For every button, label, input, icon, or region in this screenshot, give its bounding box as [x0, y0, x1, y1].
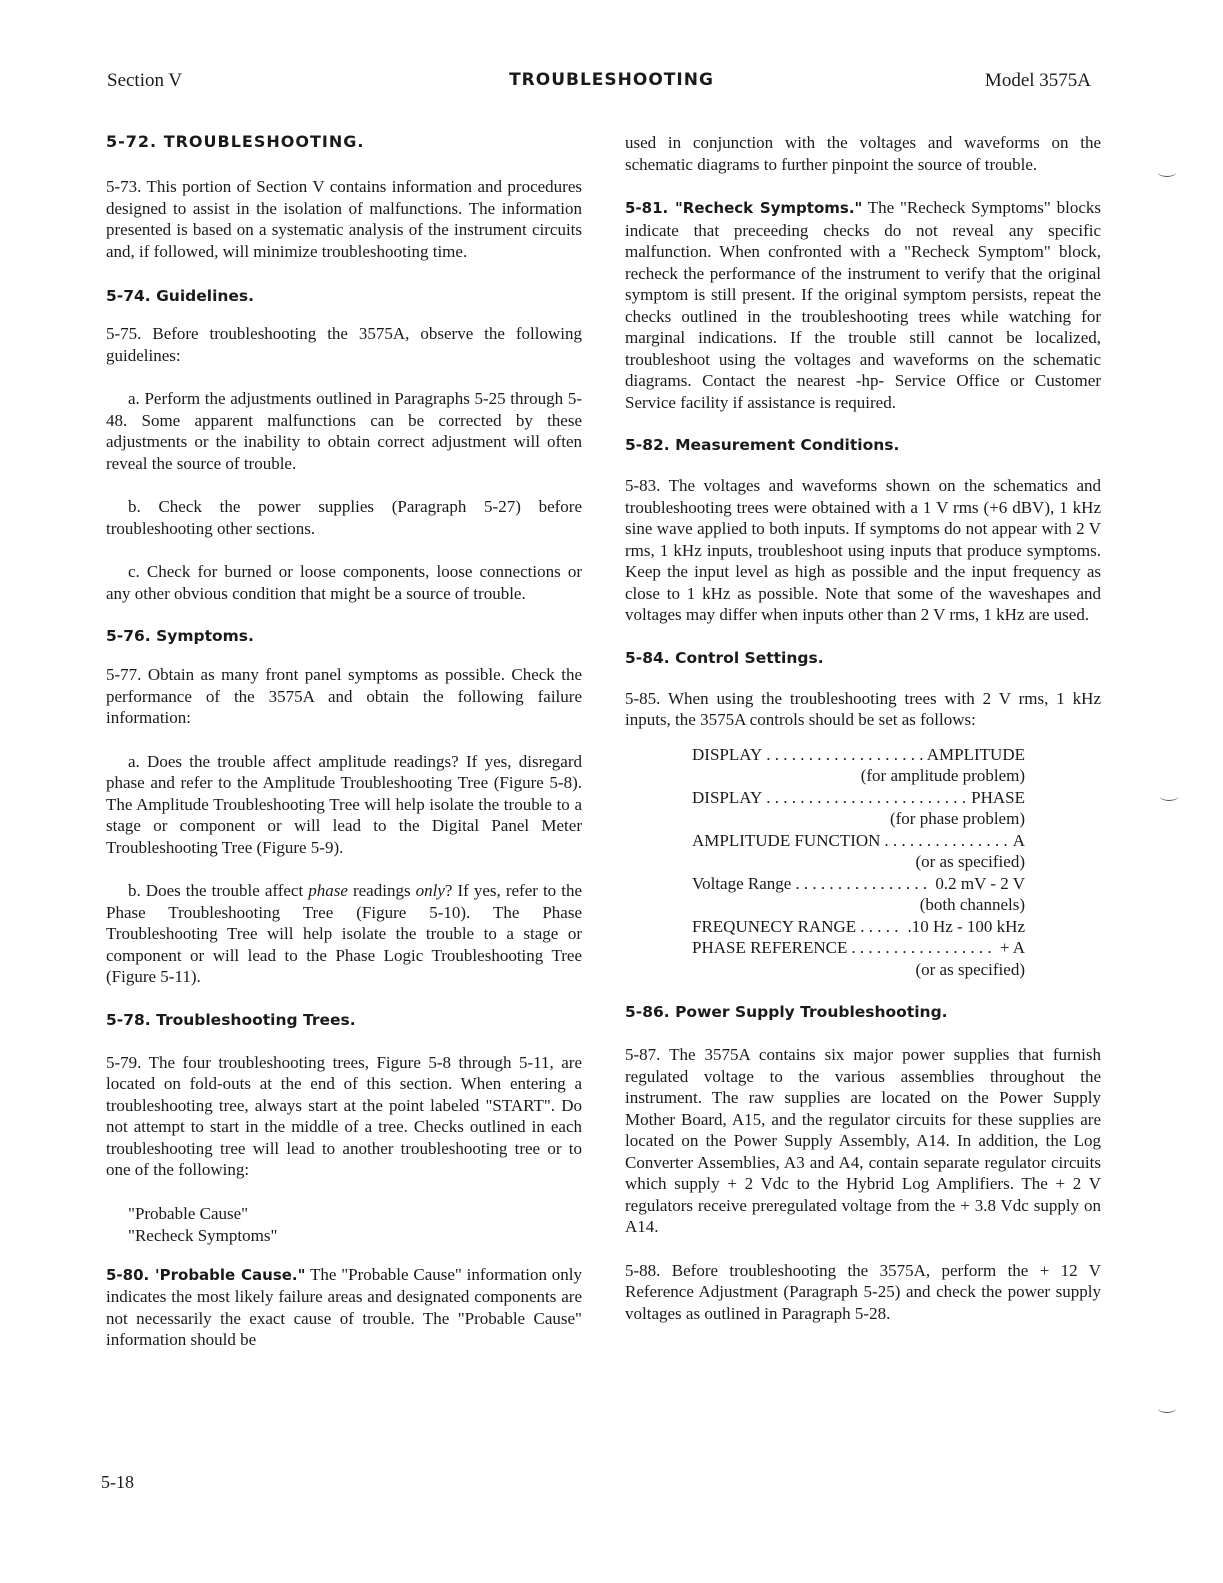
paragraph-5-83: 5-83. The voltages and waveforms shown on the schematics and troubleshooting trees were obtained with a 1 V rms (+6 dBV), 1 kHz sine wave applied to both inputs. If symptoms do not appear with 2 V rms, 1 kHz inputs, troubleshoot using inputs that produce symptoms. Keep the input level as high as possible and the input frequency as close to 1 kHz as possible. Note that some of the waveshapes and voltages may differ when inputs other than 2 V rms, 1 kHz are used.	[625, 476, 1101, 624]
paragraph-5-81-lead: 5-81. "Recheck Symptoms."	[625, 199, 863, 217]
setting-row	[692, 787, 1025, 809]
header-title: TROUBLESHOOTING	[509, 70, 714, 90]
heading-5-74: 5-74. Guidelines.	[106, 287, 255, 305]
setting-value: PHASE	[971, 787, 1025, 807]
right-column	[625, 132, 1101, 1324]
paragraph-5-80	[106, 1264, 582, 1351]
paragraph-5-77-a: a. Does the trouble affect amplitude readings? If yes, disregard phase and refer to the Amplitude Troubleshooting Tree (Figure 5-8). The Amplitude Troubleshooting Tree will help isolate the trouble to a stage or component or will lead to the Digital Panel Meter Troubleshooting Tree (Figure 5-9).	[106, 751, 582, 857]
setting-row	[692, 830, 1025, 852]
setting-value: AMPLITUDE	[926, 744, 1025, 764]
scan-mark	[1158, 168, 1176, 177]
header-section: Section V	[107, 70, 183, 91]
paragraph-5-75-b: b. Check the power supplies (Paragraph 5-27) before troubleshooting other sections.	[106, 497, 582, 538]
setting-row	[692, 916, 1025, 938]
setting-note: (both channels)	[919, 895, 1025, 914]
setting-note: (for phase problem)	[889, 809, 1025, 828]
heading-5-82: 5-82. Measurement Conditions.	[625, 436, 900, 454]
paragraph-5-79: 5-79. The four troubleshooting trees, Figure 5-8 through 5-11, are located on fold-outs at the end of this section. When entering a troubleshooting tree, always start at the point labeled "START". Do not attempt to start in the middle of a tree. Checks outlined in each troubleshooting tree will lead to another troubleshooting tree or to one of the following:	[106, 1052, 582, 1179]
paragraph-5-88: 5-88. Before troubleshooting the 3575A, perform the + 12 V Reference Adjustment (Paragraph 5-25) and check the power supply voltages as outlined in Paragraph 5-28.	[625, 1260, 1101, 1323]
text-run: readings	[347, 881, 416, 900]
leader-dots	[795, 873, 931, 895]
page-number: 5-18	[101, 1472, 134, 1492]
heading-5-76: 5-76. Symptoms.	[106, 627, 254, 645]
leader-dots	[884, 830, 1008, 852]
paragraph-5-80-lead: 5-80. 'Probable Cause."	[106, 1265, 306, 1284]
setting-value: A	[1012, 830, 1025, 850]
setting-label: AMPLITUDE FUNCTION	[692, 830, 881, 850]
setting-note: (or as specified)	[915, 852, 1025, 871]
paragraph-5-80-body: The "Probable Cause" information only indicates the most likely failure areas and designated components are not necessarily the exact cause of trouble. The "Probable Cause" information should be	[106, 1264, 582, 1349]
leader-dots	[766, 787, 967, 809]
setting-label: DISPLAY	[692, 787, 763, 807]
heading-5-72: 5-72. TROUBLESHOOTING.	[106, 132, 365, 151]
cause-item-recheck: "Recheck Symptoms"	[128, 1225, 278, 1245]
emphasis-only: only	[415, 881, 445, 900]
scan-mark	[1160, 792, 1178, 801]
setting-row	[692, 873, 1025, 895]
setting-label: FREQUNECY RANGE	[692, 916, 857, 936]
setting-label: DISPLAY	[692, 744, 763, 764]
control-settings-list	[692, 744, 1025, 981]
text-run: b. Does the trouble affect	[128, 881, 309, 900]
setting-label: Voltage Range	[692, 873, 792, 893]
paragraph-5-73: 5-73. This portion of Section V contains information and procedures designed to assist in the isolation of malfunctions. The information presented is based on a systematic analysis of the instrument circuits and, if followed, will minimize troubleshooting time.	[106, 177, 582, 261]
heading-5-84: 5-84. Control Settings.	[625, 648, 824, 667]
text-run: ? If yes, refer to the Phase Troubleshooting Tree (Figure 5-10). The Phase Troubleshooting Tree will help isolate the trouble to a stage or component or will lead to the Phase Logic Troubleshooting Tree (Figure 5-11).	[106, 881, 583, 986]
paragraph-5-85: 5-85. When using the troubleshooting trees with 2 V rms, 1 kHz inputs, the 3575A controls should be set as follows:	[625, 688, 1101, 729]
heading-5-78: 5-78. Troubleshooting Trees.	[106, 1010, 356, 1029]
heading-5-86: 5-86. Power Supply Troubleshooting.	[625, 1003, 948, 1021]
paragraph-5-81-body: The "Recheck Symptoms" blocks indicate that preceeding checks do not reveal any specific malfunction. When confronted with a "Recheck Symptom" block, recheck the performance of the instrument to verify that the original symptom is still present. If the original symptom persists, repeat the checks outlined in the troubleshooting trees while watching for marginal indications. If the trouble still cannot be localized, troubleshoot using the voltages and waveforms on the schematic diagrams. Contact the nearest -hp- Service Office or Customer Service facility if assistance is required.	[625, 198, 1102, 412]
setting-row	[692, 744, 1025, 766]
setting-note: (for amplitude problem)	[860, 766, 1025, 785]
setting-value: 0.2 mV - 2 V	[935, 873, 1025, 893]
paragraph-5-81	[625, 197, 1101, 413]
paragraph-5-87: 5-87. The 3575A contains six major power supplies that furnish regulated voltage to the various assemblies throughout the instrument. The raw supplies are located on the Power Supply Mother Board, A15, and the regulator circuits for these supplies are located on the Power Supply Assembly, A14. In addition, the Log Converter Assemblies, A3 and A4, contain separate regulator circuits which supply + 2 Vdc to the Hybrid Log Amplifiers. The + 2 V regulators receive preregulated voltage from the + 3.8 Vdc supply on A14.	[625, 1045, 1101, 1236]
leader-dots	[851, 937, 995, 959]
paragraph-5-75-c: c. Check for burned or loose components, loose connections or any other obvious condition that might be a source of trouble.	[106, 562, 582, 603]
leader-dots	[766, 744, 923, 766]
setting-label: PHASE REFERENCE	[692, 938, 848, 957]
setting-note: (or as specified)	[915, 959, 1025, 979]
emphasis-phase: phase	[308, 881, 348, 900]
paragraph-5-80-continued: used in conjunction with the voltages and waveforms on the schematic diagrams to further pinpoint the source of trouble.	[625, 133, 1101, 174]
paragraph-5-75: 5-75. Before troubleshooting the 3575A, observe the following guidelines:	[106, 324, 582, 365]
left-column	[106, 132, 582, 1351]
setting-value: .10 Hz - 100 kHz	[907, 916, 1025, 936]
header-model: Model 3575A	[984, 70, 1091, 91]
setting-value: + A	[999, 938, 1025, 957]
paragraph-5-77: 5-77. Obtain as many front panel symptoms as possible. Check the performance of the 3575A and obtain the following failure information:	[106, 665, 582, 727]
leader-dots	[860, 916, 903, 938]
cause-item-probable: "Probable Cause"	[128, 1203, 249, 1223]
paragraph-5-75-a: a. Perform the adjustments outlined in Paragraphs 5-25 through 5-48. Some apparent malfunctions can be corrected by these adjustments or the inability to obtain correct adjustment will often reveal the source of trouble.	[106, 389, 582, 473]
paragraph-5-77-b	[106, 880, 582, 988]
setting-row	[692, 937, 1025, 959]
scan-mark	[1158, 1404, 1176, 1413]
